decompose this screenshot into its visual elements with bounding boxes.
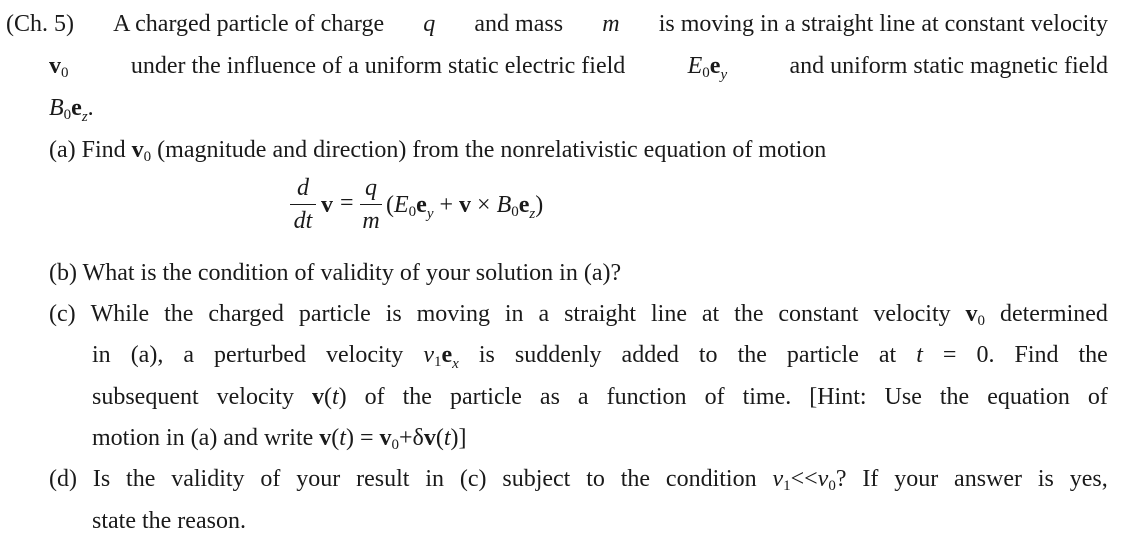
part-c-line-1: (c) While the charged particle is moving in a straight line at the constant velocity $v_0$ determined: [49, 301, 1108, 329]
magnetic-field-term: $B_0e_z$: [49, 95, 88, 125]
mass-symbol: m: [602, 11, 620, 37]
problem-intro-line-1: [6, 10, 1108, 38]
intro-text: A charged particle of charge: [113, 11, 385, 37]
part-c-line-3: subsequent velocity v(t) of the particle as a function of time. [Hint: Use the equation of: [92, 384, 1108, 410]
velocity-function: v(t): [311, 384, 347, 410]
charge-symbol: q: [423, 11, 436, 37]
intro-text: under the influence of a uniform static electric field: [130, 53, 626, 79]
part-b-question: (b) What is the condition of validity of your solution in (a)?: [49, 260, 622, 286]
time-derivative-fraction: d dt: [290, 174, 316, 235]
intro-text: and mass: [474, 11, 564, 37]
perturbed-velocity-term: $v_1e_x$: [423, 342, 459, 372]
velocity-v0: $v_0$: [49, 53, 69, 81]
intro-text: and uniform static magnetic field: [789, 53, 1108, 79]
condition-expression: $v_1<<v_0$?: [772, 466, 847, 494]
problem-intro-line-3: $B_0e_z$.: [49, 95, 94, 125]
equation-of-motion: [290, 174, 630, 240]
part-c-line-2: in (a), a perturbed velocity $v_1e_x$ is suddenly added to the particle at t = 0. Find the: [92, 342, 1108, 372]
force-terms: $(E_0e_y + v \times B_0e_z)$: [386, 192, 544, 222]
part-c-line-4: motion in (a) and write $v(t) = v_0+\delta v(t)$]: [92, 425, 467, 453]
velocity-v0: $v_0$: [965, 301, 986, 329]
electric-field-term: $E_0e_y$: [687, 53, 728, 83]
part-d-line-1: (d) Is the validity of your result in (c) subject to the condition $v_1<<v_0$? If your answer is yes,: [49, 466, 1108, 494]
equals-sign: =: [340, 190, 354, 216]
velocity-symbol: v: [321, 192, 333, 218]
part-a-question: (a) Find $v_0$ (magnitude and direction) from the nonrelativistic equation of motion: [49, 137, 827, 165]
charge-mass-fraction: q m: [360, 174, 382, 235]
chapter-label: (Ch. 5): [6, 11, 74, 37]
intro-text: is moving in a straight line at constant velocity: [658, 11, 1108, 37]
problem-intro-line-2: [49, 52, 1108, 83]
part-d-line-2: state the reason.: [92, 508, 246, 534]
